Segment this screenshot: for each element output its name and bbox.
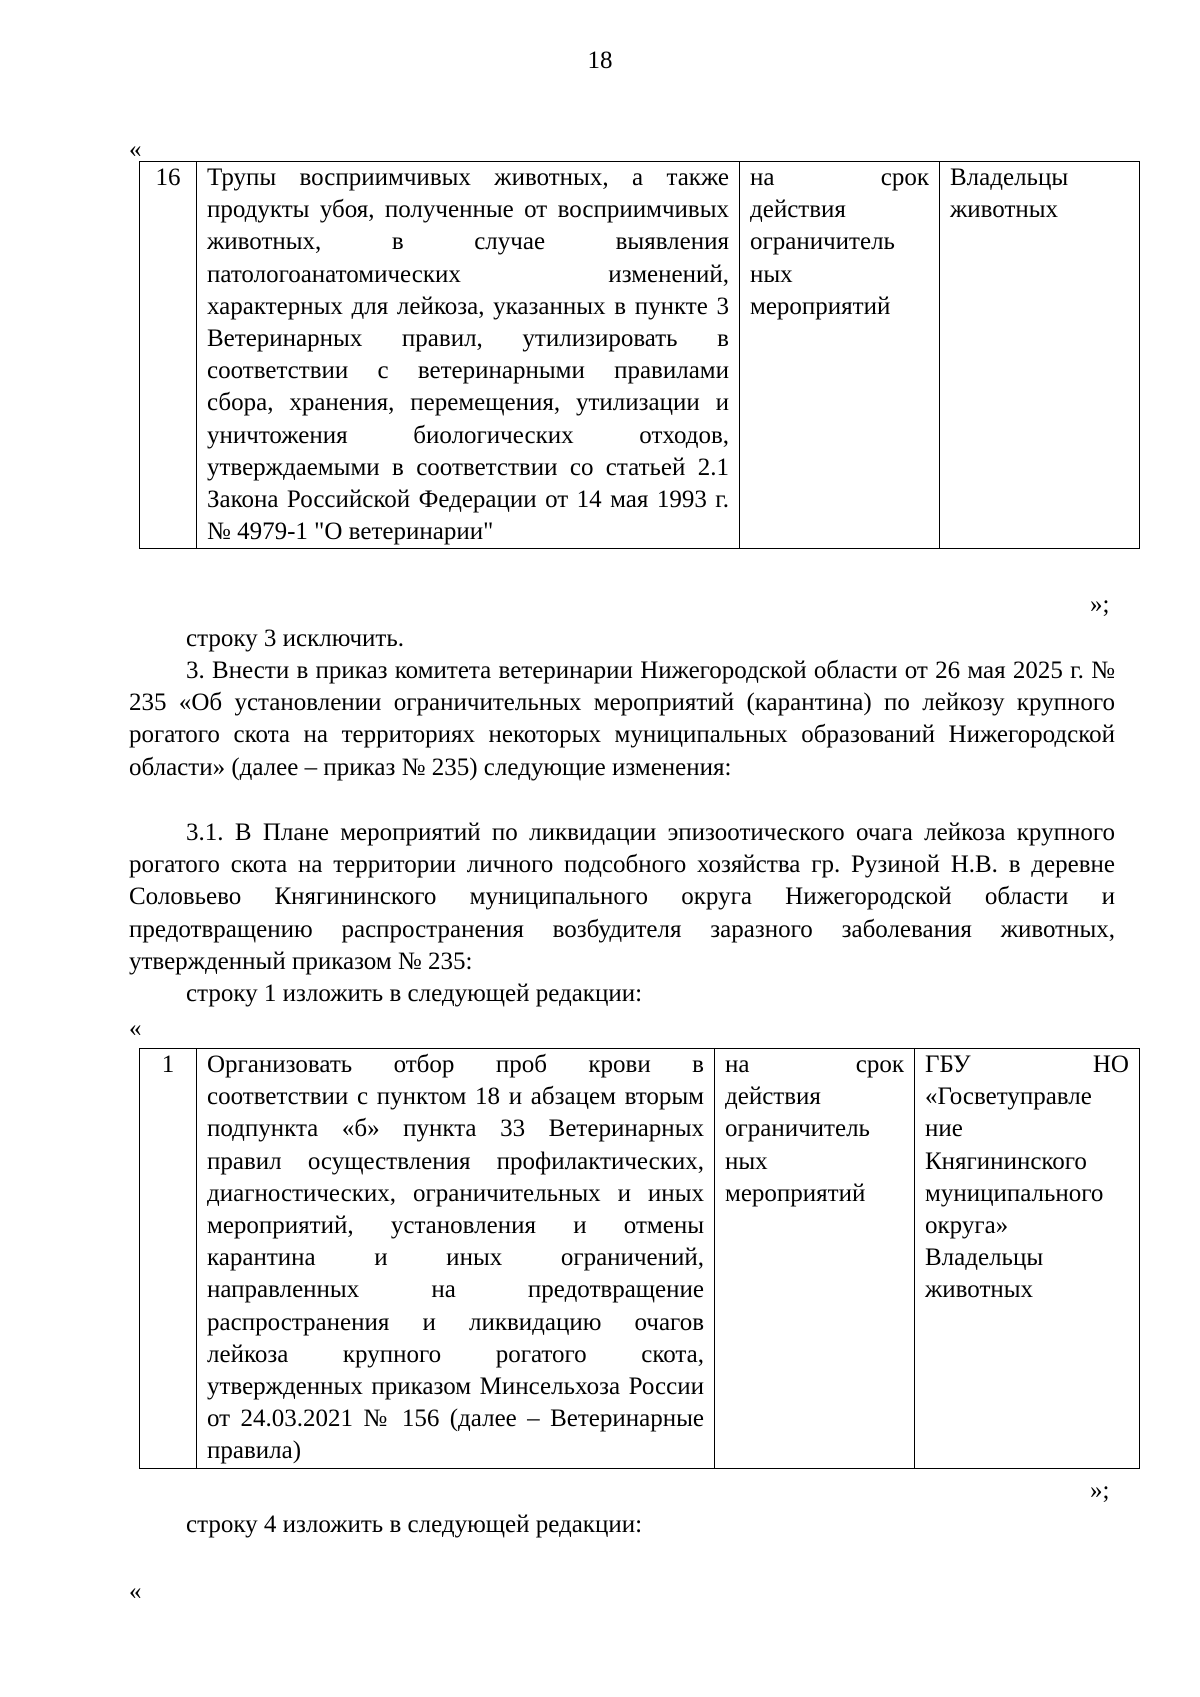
paragraph-amend-order-235: 3. Внести в приказ комитета ветеринарии Нижегородской области от 26 мая 2025 г. № 235 «Об установлении ограничительных мероприятий (карантина) по лейкозу крупного рогатого скота на территориях некоторых муниципальных образований Нижегородской области» (далее – приказ № 235) следующие изменения:	[129, 657, 1115, 781]
amendment-table-row-16	[139, 161, 1140, 549]
term-text: на срок действия ограничитель ных мероприятий	[740, 162, 940, 549]
table-row	[140, 1049, 1140, 1469]
amendment-table-row-1	[139, 1048, 1140, 1469]
responsible-text: ГБУ НО «Госветуправле ние Княгининского муниципального округа» Владельцы животных	[915, 1049, 1140, 1469]
opening-quote: «	[129, 1578, 142, 1605]
table-row	[140, 162, 1140, 549]
paragraph-delete-row-3: строку 3 исключить.	[186, 625, 404, 652]
responsible-text: Владельцы животных	[940, 162, 1140, 549]
page-number: 18	[587, 47, 613, 74]
row-number: 1	[140, 1049, 197, 1469]
closing-quote: »;	[1090, 591, 1110, 618]
opening-quote: «	[129, 1015, 142, 1042]
paragraph-plan-measures: 3.1. В Плане мероприятий по ликвидации эпизоотического очага лейкоза крупного рогатого скота на территории личного подсобного хозяйства гр. Рузиной Н.В. в деревне Соловьево Княгининского муниципального округа Нижегородской области и предотвращению распространения возбудителя заразного заболевания животных, утвержденный приказом № 235:	[129, 819, 1115, 975]
opening-quote: «	[129, 136, 142, 163]
closing-quote: »;	[1090, 1477, 1110, 1504]
measure-text: Трупы восприимчивых животных, а также продукты убоя, полученные от восприимчивых животных, в случае выявления патологоанатомических изменений, характерных для лейкоза, указанных в пункте 3 Ветеринарных правил, утилизировать в соответствии с ветеринарными правилами сбора, хранения, перемещения, утилизации и уничтожения биологических отходов, утверждаемыми в соответствии со статьей 2.1 Закона Российской Федерации от 14 мая 1993 г. № 4979-1 "О ветеринарии"	[197, 162, 740, 549]
paragraph-row-1-edit: строку 1 изложить в следующей редакции:	[186, 980, 643, 1007]
term-text: на срок действия ограничитель ных мероприятий	[715, 1049, 915, 1469]
measure-text: Организовать отбор проб крови в соответствии с пунктом 18 и абзацем вторым подпункта «б» пункта 33 Ветеринарных правил осуществления профилактических, диагностических, ограничительных и иных мероприятий, установления и отмены карантина и иных ограничений, направленных на предотвращение распространения и ликвидацию очагов лейкоза крупного рогатого скота, утвержденных приказом Минсельхоза России от 24.03.2021 № 156 (далее – Ветеринарные правила)	[197, 1049, 715, 1469]
row-number: 16	[140, 162, 197, 549]
paragraph-row-4-edit: строку 4 изложить в следующей редакции:	[186, 1511, 643, 1538]
